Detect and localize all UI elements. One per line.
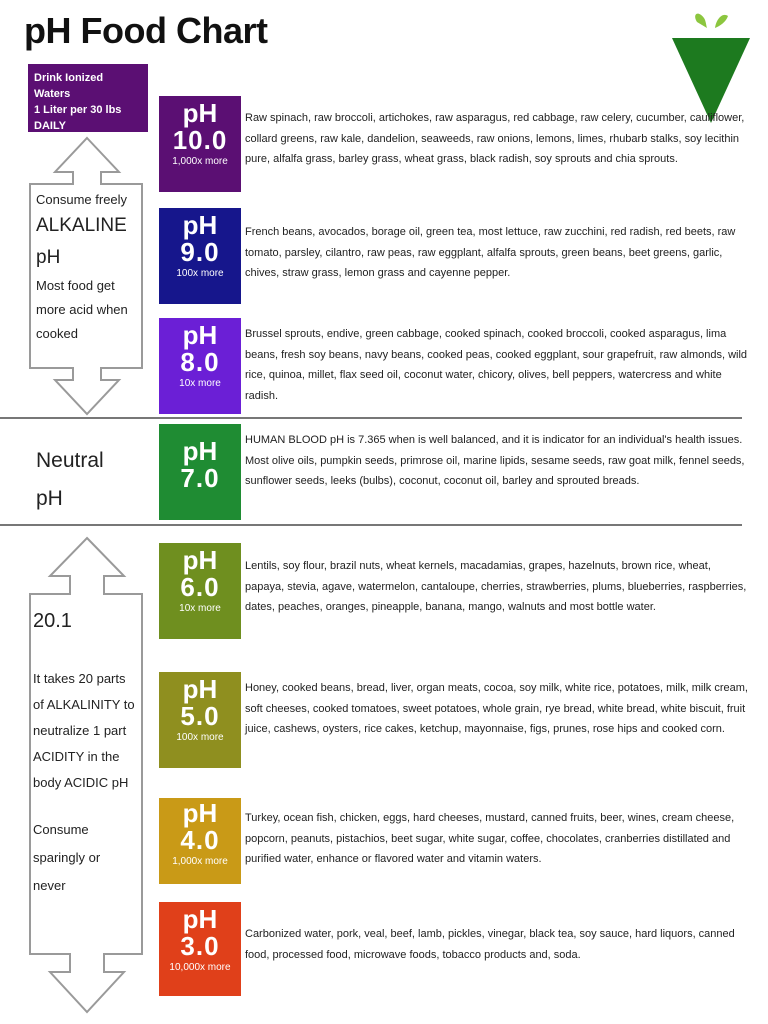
ph-4-text: Turkey, ocean fish, chicken, eggs, hard cheeses, mustard, canned fruits, beer, wines, cream cheese, popcorn, peanuts, pistachios, beet sugar, white sugar, coffee, chocolates, cranberries distillated and purified water, enhance or flavored water and vitamin waters. <box>245 812 735 865</box>
ph-multiplier: 1,000x more <box>172 156 228 167</box>
acid-line-5: body ACIDIC pH <box>33 775 129 790</box>
ph-label: pH <box>182 98 218 128</box>
ph-value: 9.0 <box>180 237 220 267</box>
acid-line-7: sparingly or <box>33 850 101 865</box>
neutral-text <box>36 442 104 518</box>
ph-7-foods <box>245 430 750 492</box>
ph-box-8 <box>159 318 241 414</box>
ph-5-text: Honey, cooked beans, bread, liver, organ meats, cocoa, soy milk, white rice, potatoes, milk, milk cream, soft cheeses, cooked tomatoes, sweet potatoes, whole grain, rye bread, white bread, white biscuit, fruit juice, cashews, oysters, rice cakes, ketchup, mayonnaise, figs, prunes, rose hips and cooked corn. <box>245 682 748 735</box>
acid-line-4: ACIDITY in the <box>33 749 120 764</box>
ph-value: 4.0 <box>180 825 220 855</box>
ph-label: pH <box>182 904 218 934</box>
ph-value: 10.0 <box>172 125 228 155</box>
ph-10-text: Raw spinach, raw broccoli, artichokes, raw asparagus, red cabbage, raw celery, cucumber, cauliflower, collard greens, raw kale, dandelion, seaweeds, raw onions, lemons, limes, rhubarb stalks, soy lecithin pure, alfalfa grass, barley grass, wheat grass, black radish, soy sprouts and chia sprouts. <box>245 112 745 165</box>
divider-bottom <box>0 524 742 526</box>
divider-top <box>0 417 742 419</box>
ph-box-6 <box>159 543 241 639</box>
ph-10-foods <box>245 108 750 170</box>
ph-label: pH <box>182 674 218 704</box>
ph-4-foods <box>245 808 750 870</box>
ph-7-text: HUMAN BLOOD pH is 7.365 when is well balanced, and it is indicator for an individual's health issues. <box>245 434 743 446</box>
ph-3-text: Carbonized water, pork, veal, beef, lamb, pickles, vinegar, black tea, soy sauce, hard liquors, canned food, processed food, microwave foods, tobacco products and, soda. <box>245 928 735 961</box>
page-title: pH Food Chart <box>24 10 268 51</box>
alkaline-line-1: Consume freely <box>36 192 128 207</box>
ph-label: pH <box>182 545 218 575</box>
ph-6-text: Lentils, soy flour, brazil nuts, wheat kernels, macadamias, grapes, hazelnuts, brown rice, wheat, papaya, stevia, agave, watermelon, cantaloupe, cherries, strawberries, plums, blueberries, raspberries, dates, peaches, oranges, pineapple, banana, mango, walnuts and most bottle water. <box>245 560 747 613</box>
ph-8-foods <box>245 324 750 406</box>
ph-value: 6.0 <box>180 572 220 602</box>
ph-value: 3.0 <box>180 931 220 961</box>
ph-6-foods <box>245 556 750 618</box>
ph-box-3 <box>159 902 241 996</box>
acid-line-8: never <box>33 878 66 893</box>
ph-multiplier: 1,000x more <box>172 856 228 867</box>
ph-box-9 <box>159 208 241 304</box>
ph-5-foods <box>245 678 750 740</box>
neutral-line-2: pH <box>36 487 63 510</box>
ph-multiplier: 10,000x more <box>169 962 231 973</box>
ph-value: 5.0 <box>180 701 220 731</box>
water-line-2: 1 Liter per 30 lbs <box>34 104 122 116</box>
ph-7-text-2: Most olive oils, pumpkin seeds, primrose oil, marine lipids, sesame seeds, raw goat milk, fennel seeds, sunflower seeds, leeks (bulbs), coconut, coconut oil, barley and sprouted breads. <box>245 454 745 487</box>
alkaline-text <box>36 190 128 346</box>
acid-line-6: Consume <box>33 822 89 837</box>
acid-ratio: 20.1 <box>33 610 72 632</box>
acid-line-3: neutralize 1 part <box>33 723 127 738</box>
ph-label: pH <box>182 320 218 350</box>
ph-label: pH <box>182 798 218 828</box>
acidic-text <box>33 604 135 900</box>
alkaline-line-4: Most food get <box>36 278 115 293</box>
ph-9-text: French beans, avocados, borage oil, green tea, most lettuce, raw zucchini, red radish, red beets, raw tomato, parsley, cilantro, raw peas, raw eggplant, alfalfa sprouts, green beans, beet greens, garlic, chives, straw grass, lemon grass and cayenne pepper. <box>245 226 736 279</box>
neutral-line-1: Neutral <box>36 449 104 472</box>
ph-value: 8.0 <box>180 347 220 377</box>
ph-box-4 <box>159 798 241 884</box>
ph-box-7 <box>159 424 241 520</box>
ph-multiplier: 100x more <box>176 732 224 743</box>
alkaline-line-6: cooked <box>36 326 78 341</box>
acid-line-2: of ALKALINITY to <box>33 697 135 712</box>
ph-box-5 <box>159 672 241 768</box>
ph-box-10 <box>159 96 241 192</box>
ph-multiplier: 10x more <box>179 378 221 389</box>
water-intake-box <box>28 64 148 132</box>
alkaline-line-2: ALKALINE <box>36 215 127 236</box>
water-line-3: DAILY <box>34 120 66 132</box>
alkaline-line-3: pH <box>36 247 61 268</box>
ph-3-foods <box>245 924 750 965</box>
ph-label: pH <box>182 436 218 466</box>
water-line-1: Drink Ionized Waters <box>34 72 104 100</box>
ph-label: pH <box>182 210 218 240</box>
ph-multiplier: 100x more <box>176 268 224 279</box>
ph-9-foods <box>245 222 750 284</box>
alkaline-line-5: more acid when <box>36 302 128 317</box>
ph-8-text: Brussel sprouts, endive, green cabbage, cooked spinach, cooked broccoli, cooked asparagus, lima beans, fresh soy beans, navy beans, cooked peas, cooked eggplant, sour grapefruit, raw almonds, wild rice, quinoa, millet, flax seed oil, coconut water, chicory, olives, bell peppers, watercress and white radish. <box>245 328 748 402</box>
acid-line-1: It takes 20 parts <box>33 671 126 686</box>
ph-multiplier: 10x more <box>179 603 221 614</box>
ph-value: 7.0 <box>180 463 220 493</box>
